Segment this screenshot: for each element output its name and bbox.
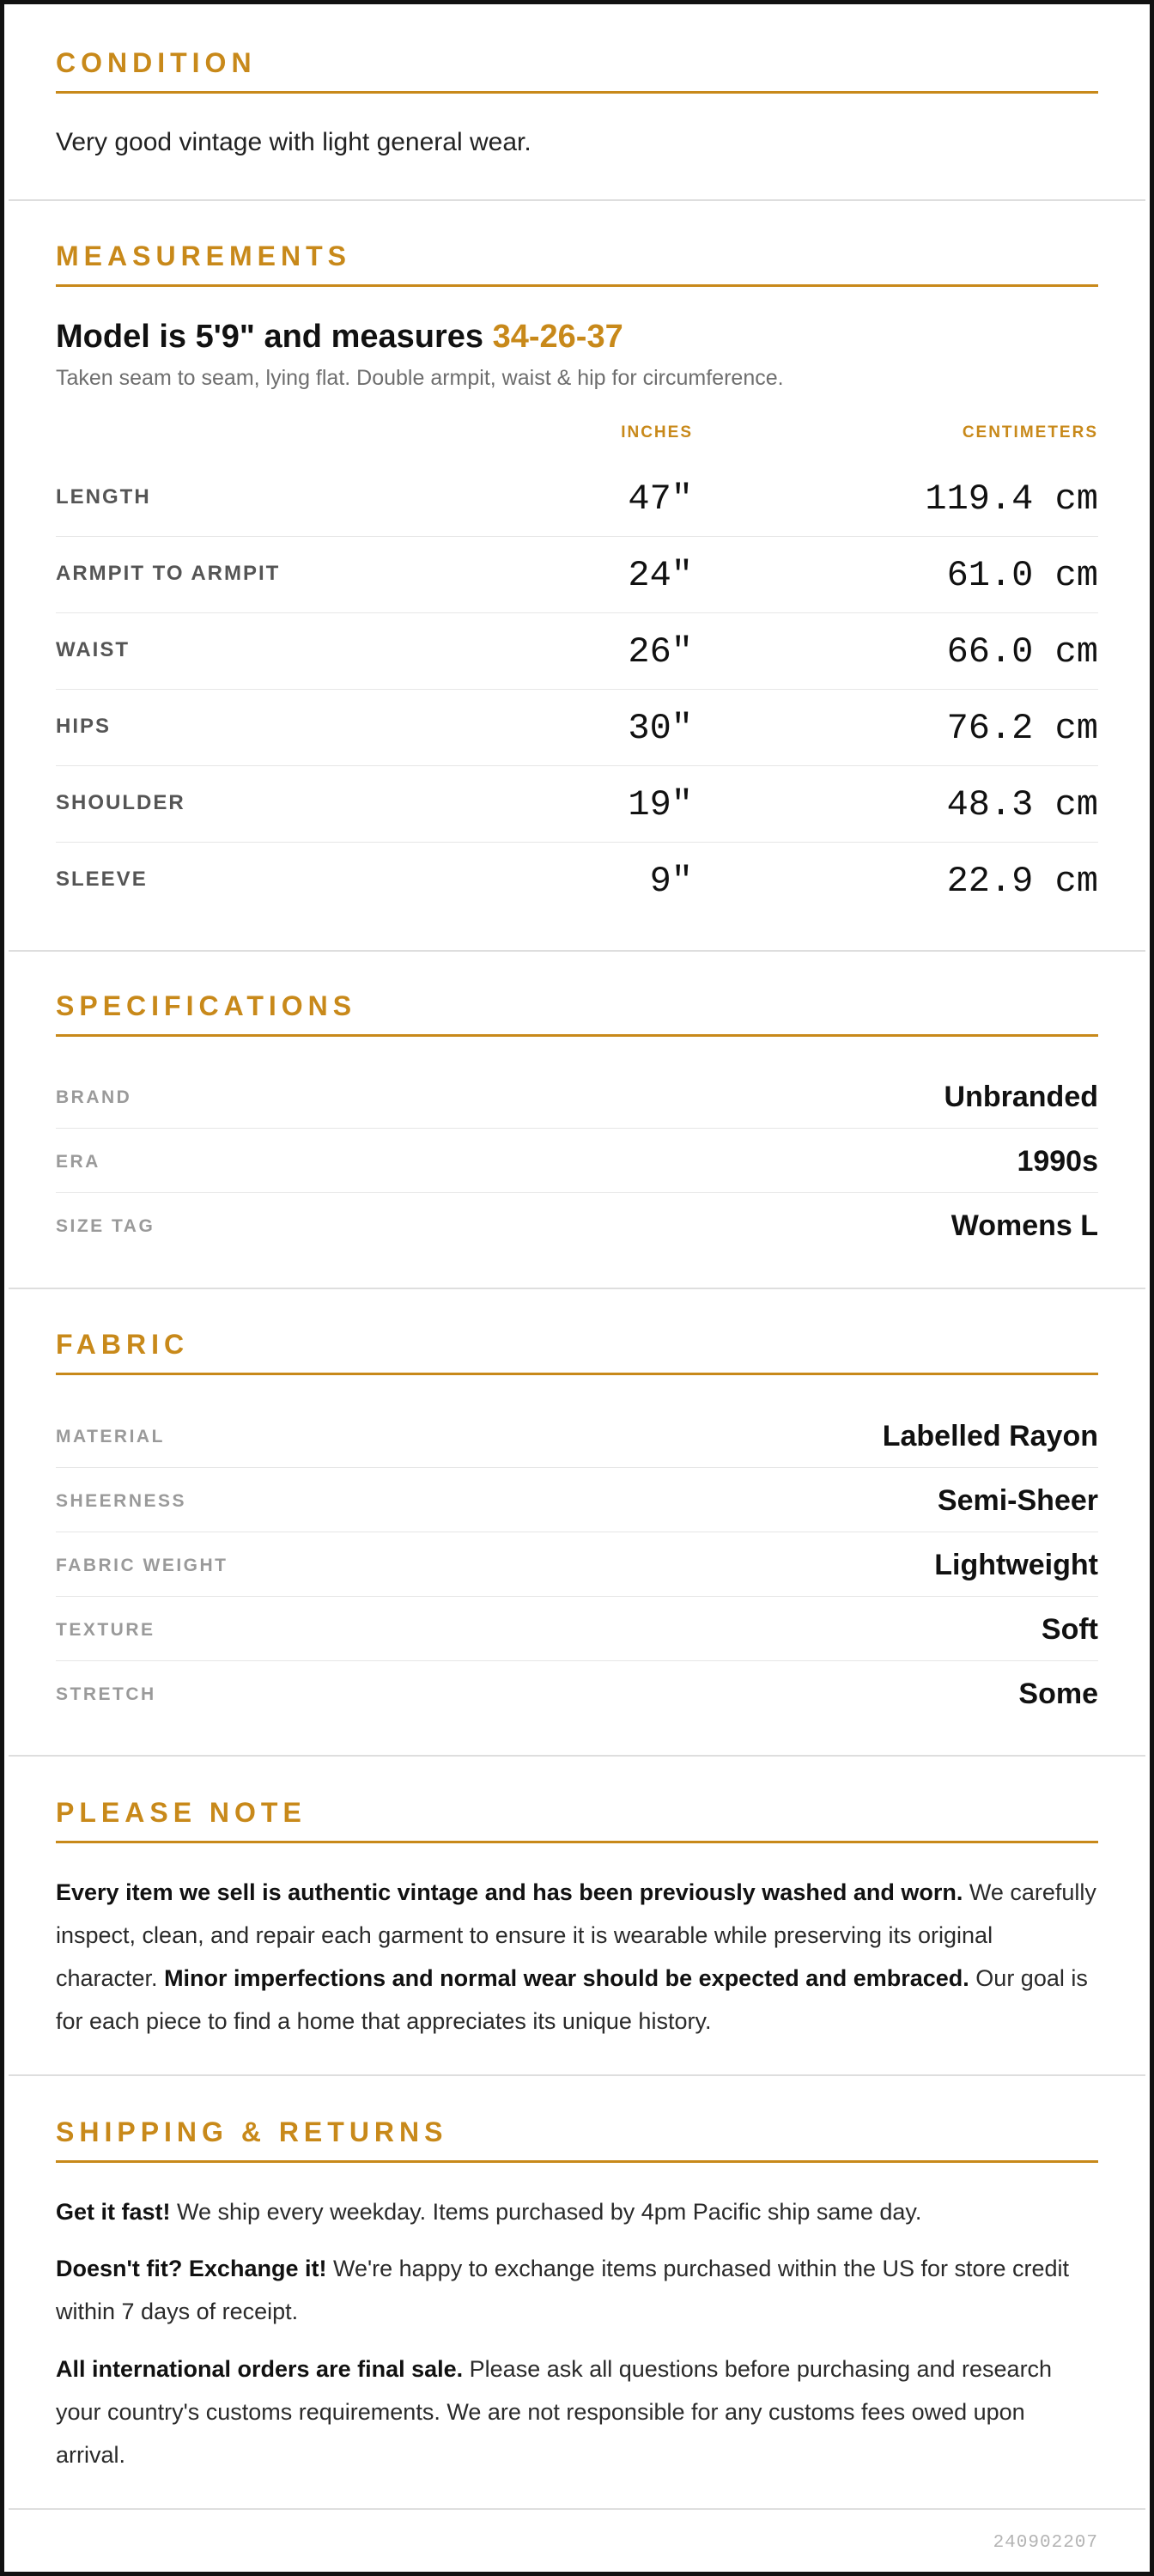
fabric-row-weight bbox=[56, 1532, 1098, 1597]
shipping-exchange bbox=[56, 2247, 1098, 2333]
measurement-inches: 47" bbox=[628, 478, 693, 520]
fabric-row-sheerness bbox=[56, 1467, 1098, 1532]
model-stats: 34-26-37 bbox=[492, 319, 623, 355]
spec-value: Unbranded bbox=[944, 1081, 1098, 1113]
section-divider bbox=[9, 1288, 1145, 1289]
measurement-cm: 22.9 cm bbox=[946, 861, 1098, 902]
fabric-label: STRETCH bbox=[56, 1684, 156, 1704]
note-bold-2: Minor imperfections and normal wear should be expected and embraced. bbox=[164, 1965, 969, 1991]
section-divider bbox=[9, 199, 1145, 201]
fabric-title: FABRIC bbox=[56, 1329, 1098, 1375]
shipping-international-text: Please ask all questions before purchasing and research your country's customs requirements. We are not responsible for any customs fees owed upon arrival. bbox=[56, 2356, 1053, 2468]
shipping-title: SHIPPING & RETURNS bbox=[56, 2116, 1098, 2163]
measurement-inches: 26" bbox=[628, 631, 693, 673]
fabric-value: Semi-Sheer bbox=[937, 1484, 1098, 1517]
measurement-inches: 30" bbox=[628, 708, 693, 749]
condition-title: CONDITION bbox=[56, 47, 1098, 94]
measurement-inches: 24" bbox=[628, 555, 693, 596]
fabric-row-texture bbox=[56, 1596, 1098, 1661]
fabric-label: MATERIAL bbox=[56, 1427, 165, 1446]
measurement-label: ARMPIT TO ARMPIT bbox=[56, 562, 281, 585]
spec-label: SIZE TAG bbox=[56, 1216, 155, 1236]
measurement-cm: 119.4 cm bbox=[925, 478, 1098, 520]
measurement-inches: 9" bbox=[649, 861, 693, 902]
shipping-fast bbox=[56, 2190, 1098, 2233]
section-divider bbox=[9, 950, 1145, 952]
spec-label: BRAND bbox=[56, 1087, 132, 1107]
fabric-value: Soft bbox=[1041, 1613, 1098, 1646]
measurement-label: HIPS bbox=[56, 715, 112, 738]
measurement-label: SLEEVE bbox=[56, 868, 148, 891]
model-measurements bbox=[56, 319, 623, 356]
spec-value: 1990s bbox=[1017, 1145, 1098, 1178]
measurement-row-length bbox=[56, 460, 1098, 537]
column-header-inches: INCHES bbox=[621, 423, 693, 442]
measurement-row-waist bbox=[56, 612, 1098, 690]
measurement-row-armpit bbox=[56, 536, 1098, 613]
measurement-cm: 66.0 cm bbox=[946, 631, 1098, 673]
shipping-fast-bold: Get it fast! bbox=[56, 2199, 171, 2225]
fabric-row-stretch bbox=[56, 1660, 1098, 1725]
measurement-label: LENGTH bbox=[56, 485, 151, 509]
fabric-value: Labelled Rayon bbox=[882, 1420, 1098, 1452]
model-prefix: Model is 5'9" and measures bbox=[56, 319, 493, 355]
fabric-value: Some bbox=[1018, 1678, 1098, 1710]
fabric-label: SHEERNESS bbox=[56, 1491, 187, 1511]
measurement-cm: 48.3 cm bbox=[946, 784, 1098, 825]
shipping-exchange-bold: Doesn't fit? Exchange it! bbox=[56, 2256, 327, 2281]
measurement-note: Taken seam to seam, lying flat. Double armpit, waist & hip for circumference. bbox=[56, 366, 784, 390]
shipping-exchange-text: We're happy to exchange items purchased within the US for store credit within 7 days of receipt. bbox=[56, 2256, 1070, 2324]
measurement-row-hips bbox=[56, 689, 1098, 766]
measurement-inches: 19" bbox=[628, 784, 693, 825]
measurements-title: MEASUREMENTS bbox=[56, 241, 1098, 287]
measurement-row-sleeve bbox=[56, 842, 1098, 918]
spec-value: Womens L bbox=[951, 1209, 1098, 1242]
reference-id: 240902207 bbox=[993, 2533, 1098, 2553]
measurement-label: WAIST bbox=[56, 638, 130, 661]
please-note-title: PLEASE NOTE bbox=[56, 1797, 1098, 1843]
section-divider bbox=[9, 2074, 1145, 2076]
fabric-row-material bbox=[56, 1403, 1098, 1468]
condition-text: Very good vintage with light general wear. bbox=[56, 128, 531, 156]
section-divider bbox=[9, 1755, 1145, 1757]
column-header-centimeters: CENTIMETERS bbox=[962, 423, 1098, 442]
measurement-label: SHOULDER bbox=[56, 791, 185, 814]
shipping-fast-text: We ship every weekday. Items purchased by 4pm Pacific ship same day. bbox=[170, 2199, 922, 2225]
spec-label: ERA bbox=[56, 1152, 100, 1172]
shipping-international bbox=[56, 2348, 1098, 2476]
shipping-international-bold: All international orders are final sale. bbox=[56, 2356, 464, 2382]
specifications-title: SPECIFICATIONS bbox=[56, 990, 1098, 1037]
note-text-1: We carefully inspect, clean, and repair each garment to ensure it is wearable while preserving its original character. bbox=[56, 1879, 1096, 1991]
measurement-row-shoulder bbox=[56, 765, 1098, 843]
spec-row-era bbox=[56, 1128, 1098, 1193]
please-note-text bbox=[56, 1871, 1098, 2043]
note-text-2: Our goal is for each piece to find a home that appreciates its unique history. bbox=[56, 1965, 1088, 2034]
measurement-cm: 61.0 cm bbox=[946, 555, 1098, 596]
fabric-label: FABRIC WEIGHT bbox=[56, 1556, 228, 1575]
note-bold-1: Every item we sell is authentic vintage and has been previously washed and worn. bbox=[56, 1879, 963, 1905]
fabric-value: Lightweight bbox=[934, 1549, 1098, 1581]
fabric-label: TEXTURE bbox=[56, 1620, 155, 1640]
spec-row-brand bbox=[56, 1063, 1098, 1129]
spec-row-size-tag bbox=[56, 1192, 1098, 1257]
measurement-cm: 76.2 cm bbox=[946, 708, 1098, 749]
section-divider bbox=[9, 2508, 1145, 2510]
